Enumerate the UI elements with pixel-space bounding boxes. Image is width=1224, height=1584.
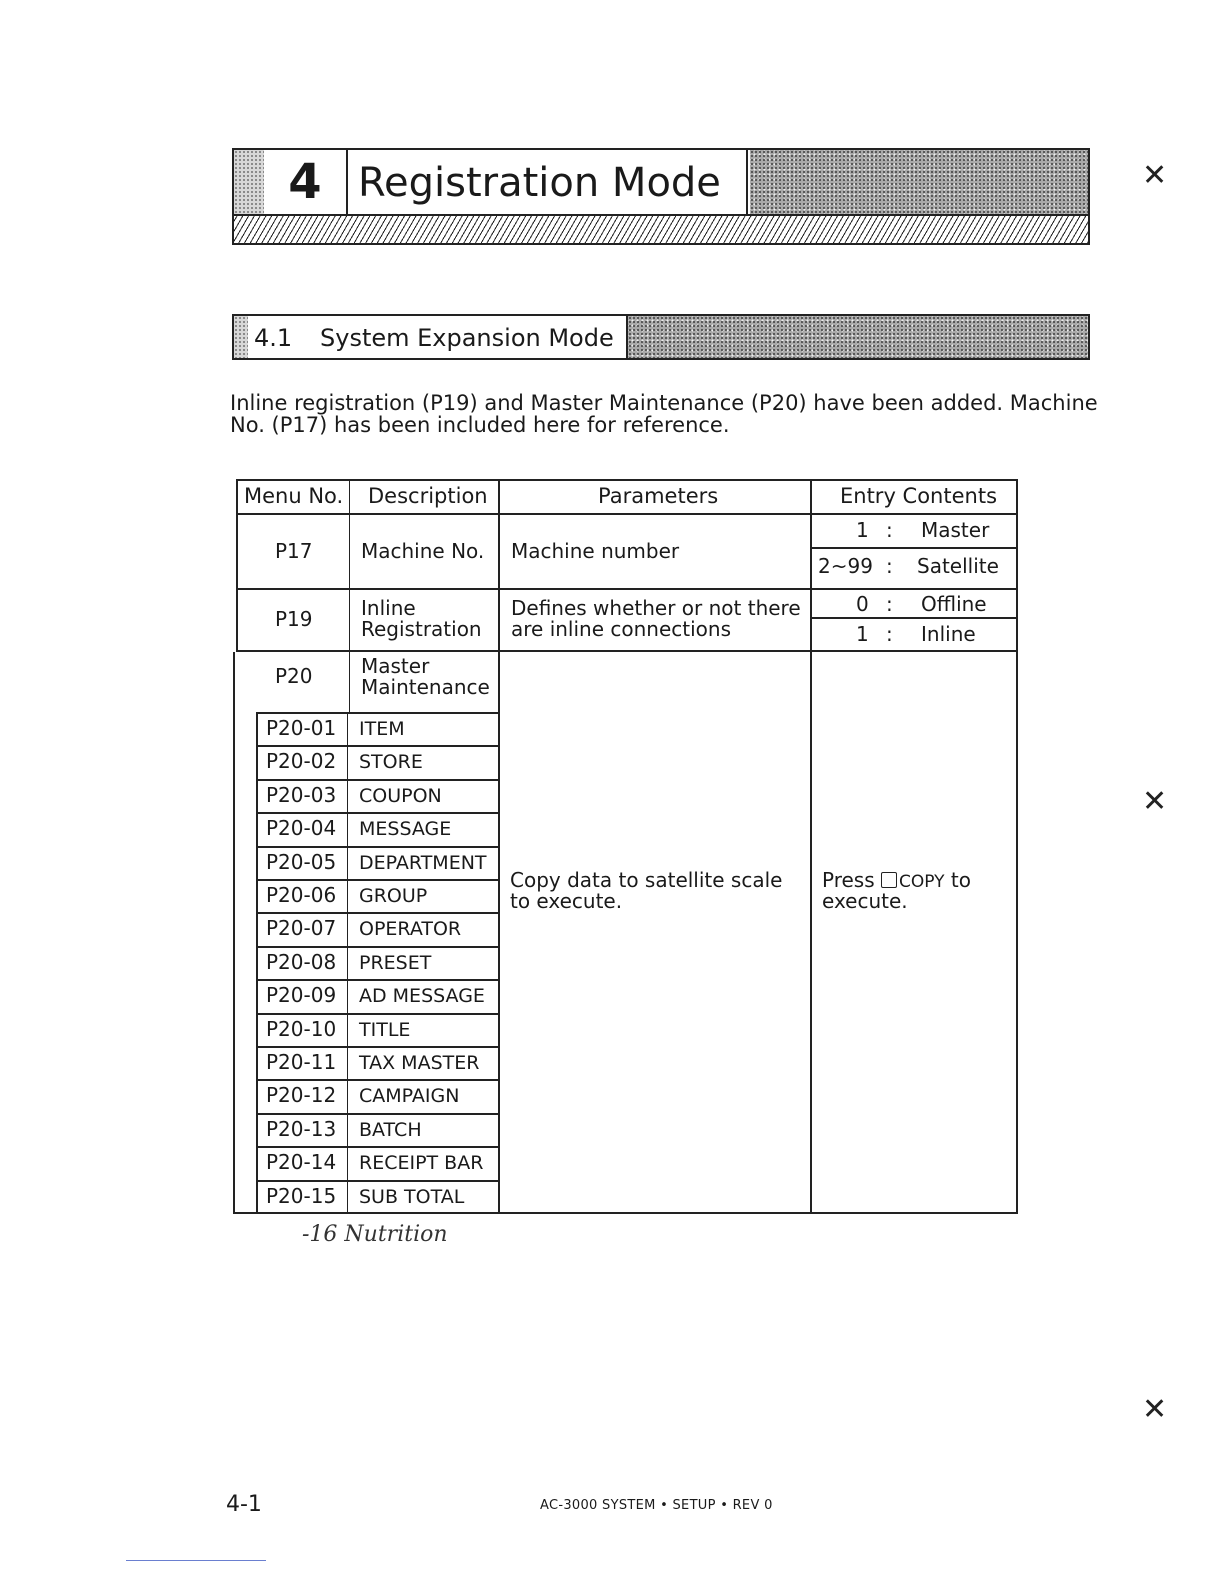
document-footer: AC-3000 SYSTEM • SETUP • REV 0 — [540, 1498, 773, 1513]
entry-p17-1-meaning: Master — [921, 518, 990, 542]
entry-p20-press: Press — [822, 868, 881, 892]
subgrid-row-line — [256, 1146, 498, 1148]
chapter-title: Registration Mode — [348, 150, 748, 214]
table-border-bottom — [233, 1212, 1018, 1214]
subgrid-row-line — [256, 812, 498, 814]
entry-p19-2-meaning: Inline — [921, 622, 976, 646]
subgrid-row-line — [256, 879, 498, 881]
sub-item-code: P20-11 — [266, 1050, 337, 1074]
menu-p17: P17 — [275, 539, 313, 563]
parameters-p19-line1: Defines whether or not there — [511, 596, 801, 620]
entry-p20-to: to — [944, 868, 971, 892]
parameters-p19-line2: are inline connections — [511, 617, 731, 641]
entry-p19-1-sep: : — [886, 592, 893, 616]
entry-p17-2-meaning: Satellite — [917, 554, 999, 578]
section-title: System Expansion Mode — [320, 324, 614, 352]
subgrid-row-line — [256, 1113, 498, 1115]
entry-separator-p17 — [810, 547, 1018, 549]
subgrid-row-line — [256, 779, 498, 781]
entry-p19-1-meaning: Offline — [921, 592, 987, 616]
sub-item-code: P20-10 — [266, 1017, 337, 1041]
description-p17: Machine No. — [361, 539, 485, 563]
sub-item-code: P20-04 — [266, 816, 337, 840]
subgrid-row-line — [256, 1079, 498, 1081]
header-description: Description — [368, 484, 488, 508]
menu-p19: P19 — [275, 607, 313, 631]
description-p19-line1: Inline — [361, 596, 416, 620]
subgrid-row-line — [256, 1013, 498, 1015]
sub-item-code: P20-15 — [266, 1184, 337, 1208]
parameters-p20-line2: to execute. — [510, 889, 623, 913]
sub-item-code: P20-06 — [266, 883, 337, 907]
description-p20-line1: Master — [361, 654, 430, 678]
sub-item-name: GROUP — [359, 885, 428, 907]
row-separator-p17 — [236, 588, 1018, 590]
intro-paragraph: Inline registration (P19) and Master Maintenance (P20) have been added. Machine No. (P17) has been included here for reference. — [230, 391, 1098, 437]
margin-check-mark: ✕ — [1142, 1392, 1168, 1427]
row-separator-p19 — [236, 650, 1018, 652]
sub-item-name: AD MESSAGE — [359, 985, 485, 1007]
sub-item-name: BATCH — [359, 1119, 422, 1141]
margin-check-mark: ✕ — [1142, 784, 1168, 819]
sub-item-code: P20-01 — [266, 716, 337, 740]
sub-item-code: P20-07 — [266, 916, 337, 940]
menu-p20: P20 — [275, 664, 313, 688]
sub-item-name: CAMPAIGN — [359, 1085, 460, 1107]
entry-p20-key: COPY — [899, 872, 945, 892]
sub-item-name: STORE — [359, 751, 423, 773]
subgrid-line-left — [256, 712, 258, 1214]
subgrid-row-line — [256, 745, 498, 747]
entry-separator-p19 — [810, 617, 1018, 619]
sub-item-name: TITLE — [359, 1019, 411, 1041]
header-separator — [236, 513, 1018, 515]
sub-item-name: DEPARTMENT — [359, 852, 487, 874]
entry-p17-2-value: 2~99 — [818, 554, 873, 578]
sub-item-name: ITEM — [359, 718, 405, 740]
entry-p19-1-value: 0 — [856, 592, 869, 616]
sub-item-name: RECEIPT BAR — [359, 1152, 484, 1174]
table-border-top — [236, 479, 1018, 481]
page-number: 4-1 — [226, 1492, 262, 1517]
sub-item-name: MESSAGE — [359, 818, 452, 840]
sub-item-code: P20-09 — [266, 983, 337, 1007]
subgrid-row-line — [256, 712, 498, 714]
entry-p17-1-value: 1 — [856, 518, 869, 542]
handwritten-note: -16 Nutrition — [302, 1222, 448, 1247]
copy-key-icon — [881, 872, 897, 888]
entry-p20-line2: execute. — [822, 889, 908, 913]
chapter-number: 4 — [264, 150, 348, 214]
sub-item-name: PRESET — [359, 952, 432, 974]
subgrid-row-line — [256, 1046, 498, 1048]
parameters-p17: Machine number — [511, 539, 680, 563]
table-border-left-lower — [233, 652, 235, 1213]
sub-item-name: SUB TOTAL — [359, 1186, 465, 1208]
sub-item-name: OPERATOR — [359, 918, 462, 940]
sub-item-code: P20-03 — [266, 783, 337, 807]
entry-p19-2-value: 1 — [856, 622, 869, 646]
sub-item-code: P20-12 — [266, 1083, 337, 1107]
subgrid-line-mid — [347, 712, 348, 1214]
sub-item-code: P20-05 — [266, 850, 337, 874]
sub-item-code: P20-08 — [266, 950, 337, 974]
header-parameters: Parameters — [598, 484, 719, 508]
description-p20-line2: Maintenance — [361, 675, 490, 699]
subgrid-row-line — [256, 946, 498, 948]
bottom-rule — [126, 1560, 266, 1561]
subgrid-row-line — [256, 979, 498, 981]
sub-item-code: P20-02 — [266, 749, 337, 773]
sub-item-code: P20-14 — [266, 1150, 337, 1174]
subgrid-row-line — [256, 846, 498, 848]
entry-p17-1-sep: : — [886, 518, 893, 542]
sub-item-name: TAX MASTER — [359, 1052, 480, 1074]
description-p19-line2: Registration — [361, 617, 482, 641]
header-menu-no: Menu No. — [244, 484, 344, 508]
header-entry-contents: Entry Contents — [840, 484, 998, 508]
parameters-p20-line1: Copy data to satellite scale — [510, 868, 783, 892]
subgrid-row-line — [256, 912, 498, 914]
entry-p17-2-sep: : — [886, 554, 893, 578]
table-border-left-upper — [236, 479, 238, 652]
subgrid-row-line — [256, 1180, 498, 1182]
sub-item-name: COUPON — [359, 785, 442, 807]
sub-item-code: P20-13 — [266, 1117, 337, 1141]
section-number: 4.1 — [254, 324, 293, 352]
entry-p19-2-sep: : — [886, 622, 893, 646]
margin-check-mark: ✕ — [1142, 158, 1168, 193]
